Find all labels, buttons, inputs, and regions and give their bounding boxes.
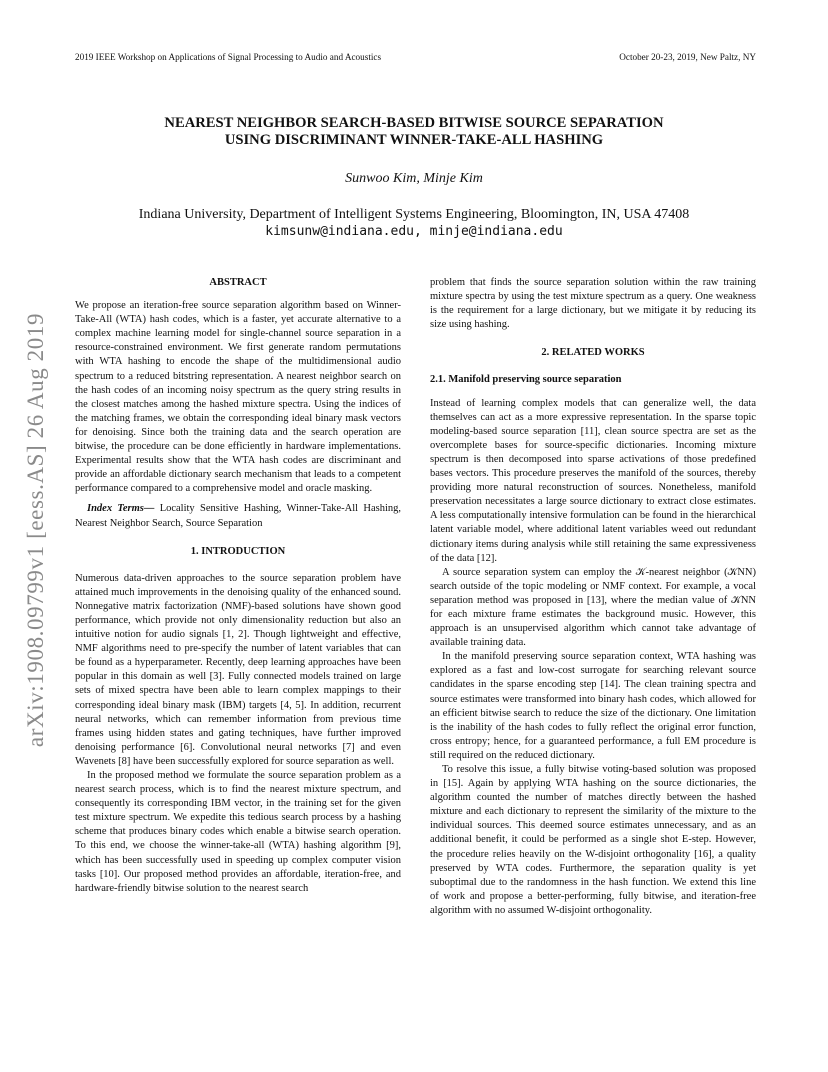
- index-terms-text: Locality Sensitive Hashing, Winner-Take-All Hashing, Nearest Neighbor Search, Source Separation: [75, 503, 402, 529]
- arxiv-sidebar: [14, 280, 58, 780]
- right-column: [430, 276, 756, 918]
- intro-heading: 1. INTRODUCTION: [190, 545, 286, 557]
- index-terms: [75, 502, 401, 530]
- title-line-2: USING DISCRIMINANT WINNER-TAKE-ALL HASHING: [224, 132, 604, 148]
- arxiv-identifier: arXiv:1908.09799v1 [eess.AS] 26 Aug 2019: [23, 312, 48, 748]
- related-works-heading: 2. RELATED WORKS: [541, 347, 645, 359]
- intro-continuation: problem that finds the source separation solution within the raw training mixture spectra by using the test mixture spectrum as a query. One weakness is the requirement for a large dictionary, but we mitigate it by reducing its size using hashing.: [430, 277, 756, 331]
- subsection-heading: 2.1. Manifold preserving source separation: [430, 374, 622, 386]
- authors: Sunwoo Kim, Minje Kim: [345, 171, 483, 186]
- related-paragraph-3: In the manifold preserving source separation context, WTA hashing was explored as a fast and low-cost surrogate for searching relevant source candidates in the sparse encoding step [14]. The clean training spectra and source estimates were transformed into binary hash codes, which allowed for an efficient bitwise search to reduce the size of the dictionary. One limitation is the inability of the hash codes to fully reflect the original error function, cross entropy; hence, for a guaranteed performance, a full EM procedure is still required on the reduced dictionary.: [430, 651, 756, 761]
- abstract-heading: ABSTRACT: [209, 277, 267, 288]
- index-terms-label: Index Terms—: [87, 503, 155, 515]
- running-header-right: October 20-23, 2019, New Paltz, NY: [619, 52, 756, 62]
- abstract-text: We propose an iteration-free source separation algorithm based on Winner-Take-All (WTA) hash codes, which is a faster, yet accurate alternative to a complex machine learning model for single-channel source separation in a resource-constrained environment. We first generate random permutations with WTA hashing to encode the shape of the multidimensional audio spectrum to a reduced bitstring representation. A nearest neighbor search on the hash codes of an incoming noisy spectrum as the query string results in the closest matches among the hashed mixture spectra. Using the indices of the matching frames, we obtain the corresponding ideal binary mask vectors for denoising. Since both the training data and the search operation are bitwise, the procedure can be done efficiently in hardware implementations. Experimental results show that the WTA hash codes are discriminant and provide an affordable dictionary search mechanism that leads to a competent performance compared to a comprehensive model and oracle masking.: [75, 300, 401, 495]
- intro-paragraph-2: In the proposed method we formulate the source separation problem as a nearest search process, which is to find the nearest mixture spectrum, and consequently its corresponding IBM vector, in the training set for the given test mixture spectrum. We expedite this tedious search process by a hashing scheme that produces binary codes which enable a bitwise search operation. To this end, we choose the winner-take-all (WTA) hashing algorithm [9], which has been successfully used in speeding up complex computer vision tasks [10]. Our proposed method provides an affordable, iteration-free, and hardware-friendly bitwise solution to the nearest search: [75, 770, 401, 894]
- title-line-1: NEAREST NEIGHBOR SEARCH-BASED BITWISE SOURCE SEPARATION: [164, 115, 664, 131]
- affiliation-block: [0, 206, 828, 240]
- related-paragraph-1: Instead of learning complex models that can generalize well, the data themselves can act as a more expressive representation. In the sparse topic modeling-based source separation [11], clean source spectra are set as the overcomplete bases for source-specific dictionaries. Incoming mixture spectrum is then decomposed into sparse activations of those predefined bases vectors. This procedure preserves the manifold of the sources, thereby providing more natural reconstruction of sources. Nonetheless, manifold preservation necessitates a large source dictionary to extract close estimates. A less computationally intensive formulation can be found in the hierarchical latent variable model, where additional latent variables weed out redundant dictionary items during analysis while still retaining the same expressiveness of the data [12].: [430, 397, 756, 564]
- emails: kimsunw@indiana.edu, minje@indiana.edu: [265, 224, 563, 239]
- related-paragraph-4: To resolve this issue, a fully bitwise voting-based solution was proposed in [15]. Again by applying WTA hashing on the source dictionaries, the algorithm counted the number of matches directly between the hashed mixture and each dictionary to represent the similarity of the mixture to the individual sources. This deemed source estimates unnecessary, and as an additional benefit, it could be performed as a single shot E-step. However, the procedure relies heavily on the W-disjoint orthogonality [16], a quality preserved by WTA codes. Furthermore, the separation quality is yet suboptimal due to the randomness in the hash function. We extend this line of work and propose a better-performing, fully bitwise, and iteration-free algorithm with no assumed W-disjoint orthogonality.: [430, 764, 756, 916]
- left-column: [75, 276, 401, 896]
- affiliation: Indiana University, Department of Intelligent Systems Engineering, Bloomington, IN, USA 47408: [138, 207, 690, 222]
- paper-title: [0, 115, 828, 149]
- running-header-left: 2019 IEEE Workshop on Applications of Signal Processing to Audio and Acoustics: [75, 52, 382, 62]
- related-paragraph-2: A source separation system can employ the 𝒦-nearest neighbor (𝒦NN) search outside of the topic modeling or NMF context. For example, a vocal separation method was proposed in [13], where the median value of 𝒦NN for each mixture frame estimates the background music. However, this approach is an unsupervised algorithm which cannot take advantage of available training data.: [430, 566, 756, 649]
- intro-paragraph-1: Numerous data-driven approaches to the source separation problem have attained much improvements in the denoising quality of the enhanced sound. Nonnegative matrix factorization (NMF)-based solutions have shown good performance, which provide not only dimensionality reduction but also an intuitive notion for audio signals [1, 2]. Though lightweight and effective, NMF algorithms need to pre-specify the number of latent variables that can be found as a hyperparameter. Recently, deep learning approaches have been popular in this domain as well [3]. Fully connected models trained on large sets of mixed spectra have been able to learn complex mappings to their corresponding ideal binary mask (IBM) targets [4, 5]. In addition, recurrent neural networks, which can remember information from previous time frames using hidden states and gating techniques, have further improved denoising performance [6]. Convolutional neural networks [7] and even Wavenets [8] have been successfully explored for source separation as well.: [75, 572, 401, 767]
